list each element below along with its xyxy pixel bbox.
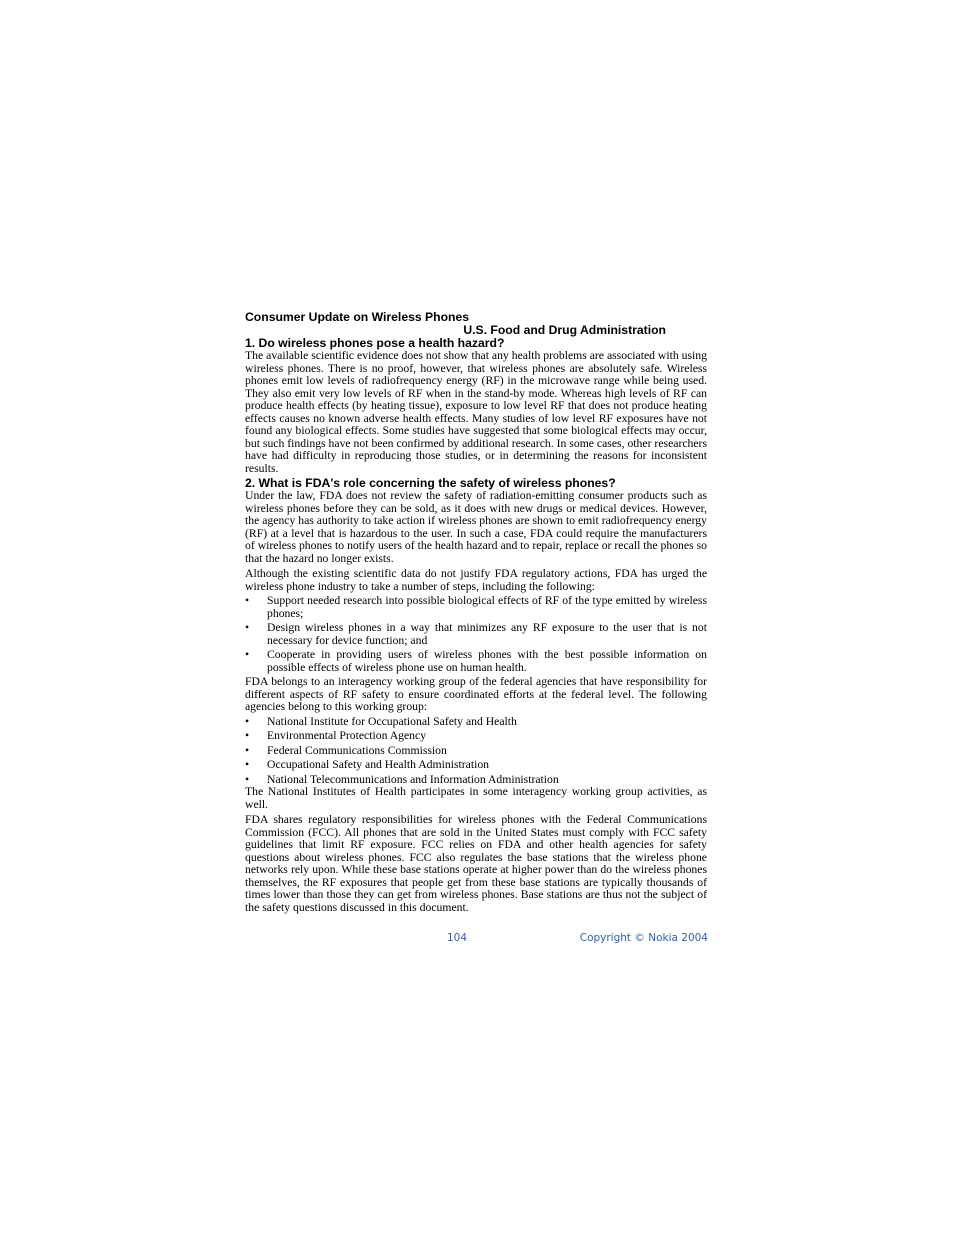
section-2-paragraph-2: Although the existing scientific data do not justify FDA regulatory actions, FDA has urged the wireless phone industry to take a number of steps, including the following: (245, 567, 707, 593)
list-item (245, 745, 707, 758)
list-item-text: Occupational Safety and Health Administration (267, 758, 490, 771)
document-title: Consumer Update on Wireless Phones (245, 310, 470, 324)
page-number: 104 (447, 932, 468, 944)
bullet-icon: • (245, 729, 250, 742)
page-footer (245, 930, 708, 946)
list-item (245, 595, 707, 620)
bullet-icon: • (245, 594, 250, 607)
section-2-paragraph-1: Under the law, FDA does not review the safety of radiation-emitting consumer products such as wireless phones before they can be sold, as it does with new drugs or medical devices. However, the agency has authority to take action if wireless phones are shown to emit radiofrequency energy (RF) at a level that is hazardous to the user. In such a case, FDA could require the manufacturers of wireless phones to notify users of the health hazard and to repair, replace or recall the phones so that the hazard no longer exists. (245, 489, 707, 565)
list-item-text: Design wireless phones in a way that minimizes any RF exposure to the user that is not necessary for device function; and (267, 621, 707, 647)
list-item-text: Support needed research into possible biological effects of RF of the type emitted by wireless phones; (267, 594, 707, 620)
list-item-text: Environmental Protection Agency (267, 729, 427, 742)
section-2-paragraph-4: The National Institutes of Health participates in some interagency working group activities, as well. (245, 785, 707, 811)
fda-steps-list (245, 595, 707, 674)
copyright-notice: Copyright © Nokia 2004 (579, 932, 708, 944)
list-item (245, 649, 707, 674)
list-item (245, 759, 707, 772)
list-item (245, 716, 707, 729)
list-item-text: National Institute for Occupational Safety and Health (267, 714, 517, 728)
agencies-list (245, 716, 707, 787)
bullet-icon: • (245, 758, 250, 771)
document-body (245, 311, 707, 914)
section-1-paragraph: The available scientific evidence does not show that any health problems are associated with using wireless phones. There is no proof, however, that wireless phones are absolutely safe. Wireless phones emit low levels of radiofrequency energy (RF) in the microwave range while being used. They also emit very low levels of RF when in the stand-by mode. Whereas high levels of RF can produce health effects (by heating tissue), exposure to low level RF that does not produce heating effects causes no known adverse health effects. Many studies of low level RF exposures have not found any biological effects. Some studies have suggested that some biological effects may occur, but such findings have not been confirmed by additional research. In some cases, other researchers have had difficulty in reproducing those studies, or in determining the reasons for inconsistent results. (245, 349, 707, 475)
bullet-icon: • (245, 743, 250, 757)
list-item-text: Cooperate in providing users of wireless phones with the best possible information on possible effects of wireless phone use on human health. (267, 648, 707, 674)
section-2-paragraph-5: FDA shares regulatory responsibilities for wireless phones with the Federal Communications Commission (FCC). All phones that are sold in the United States must comply with FCC safety guidelines that limit RF exposure. FCC relies on FDA and other health agencies for safety questions about wireless phones. FCC also regulates the base stations that the wireless phone networks rely upon. While these base stations operate at higher power than do the wireless phones themselves, the RF exposures that people get from these base stations are typically thousands of times lower than those they can get from wireless phones. Base stations are thus not the subject of the safety questions discussed in this document. (245, 813, 707, 914)
list-item (245, 730, 707, 743)
list-item-text: National Telecommunications and Information Administration (267, 772, 559, 786)
section-heading-2: 2. What is FDA's role concerning the safety of wireless phones? (245, 476, 616, 490)
document-subtitle: U.S. Food and Drug Administration (463, 323, 666, 337)
list-item (245, 622, 707, 647)
bullet-icon: • (245, 714, 250, 728)
bullet-icon: • (245, 621, 250, 634)
bullet-icon: • (245, 648, 250, 661)
list-item (245, 774, 707, 787)
section-2-paragraph-3: FDA belongs to an interagency working group of the federal agencies that have responsibility for different aspects of RF safety to ensure coordinated efforts at the federal level. The following agencies belong to this working group: (245, 675, 707, 713)
section-heading-1: 1. Do wireless phones pose a health hazard? (245, 336, 505, 350)
list-item-text: Federal Communications Commission (267, 743, 447, 757)
bullet-icon: • (245, 772, 250, 786)
